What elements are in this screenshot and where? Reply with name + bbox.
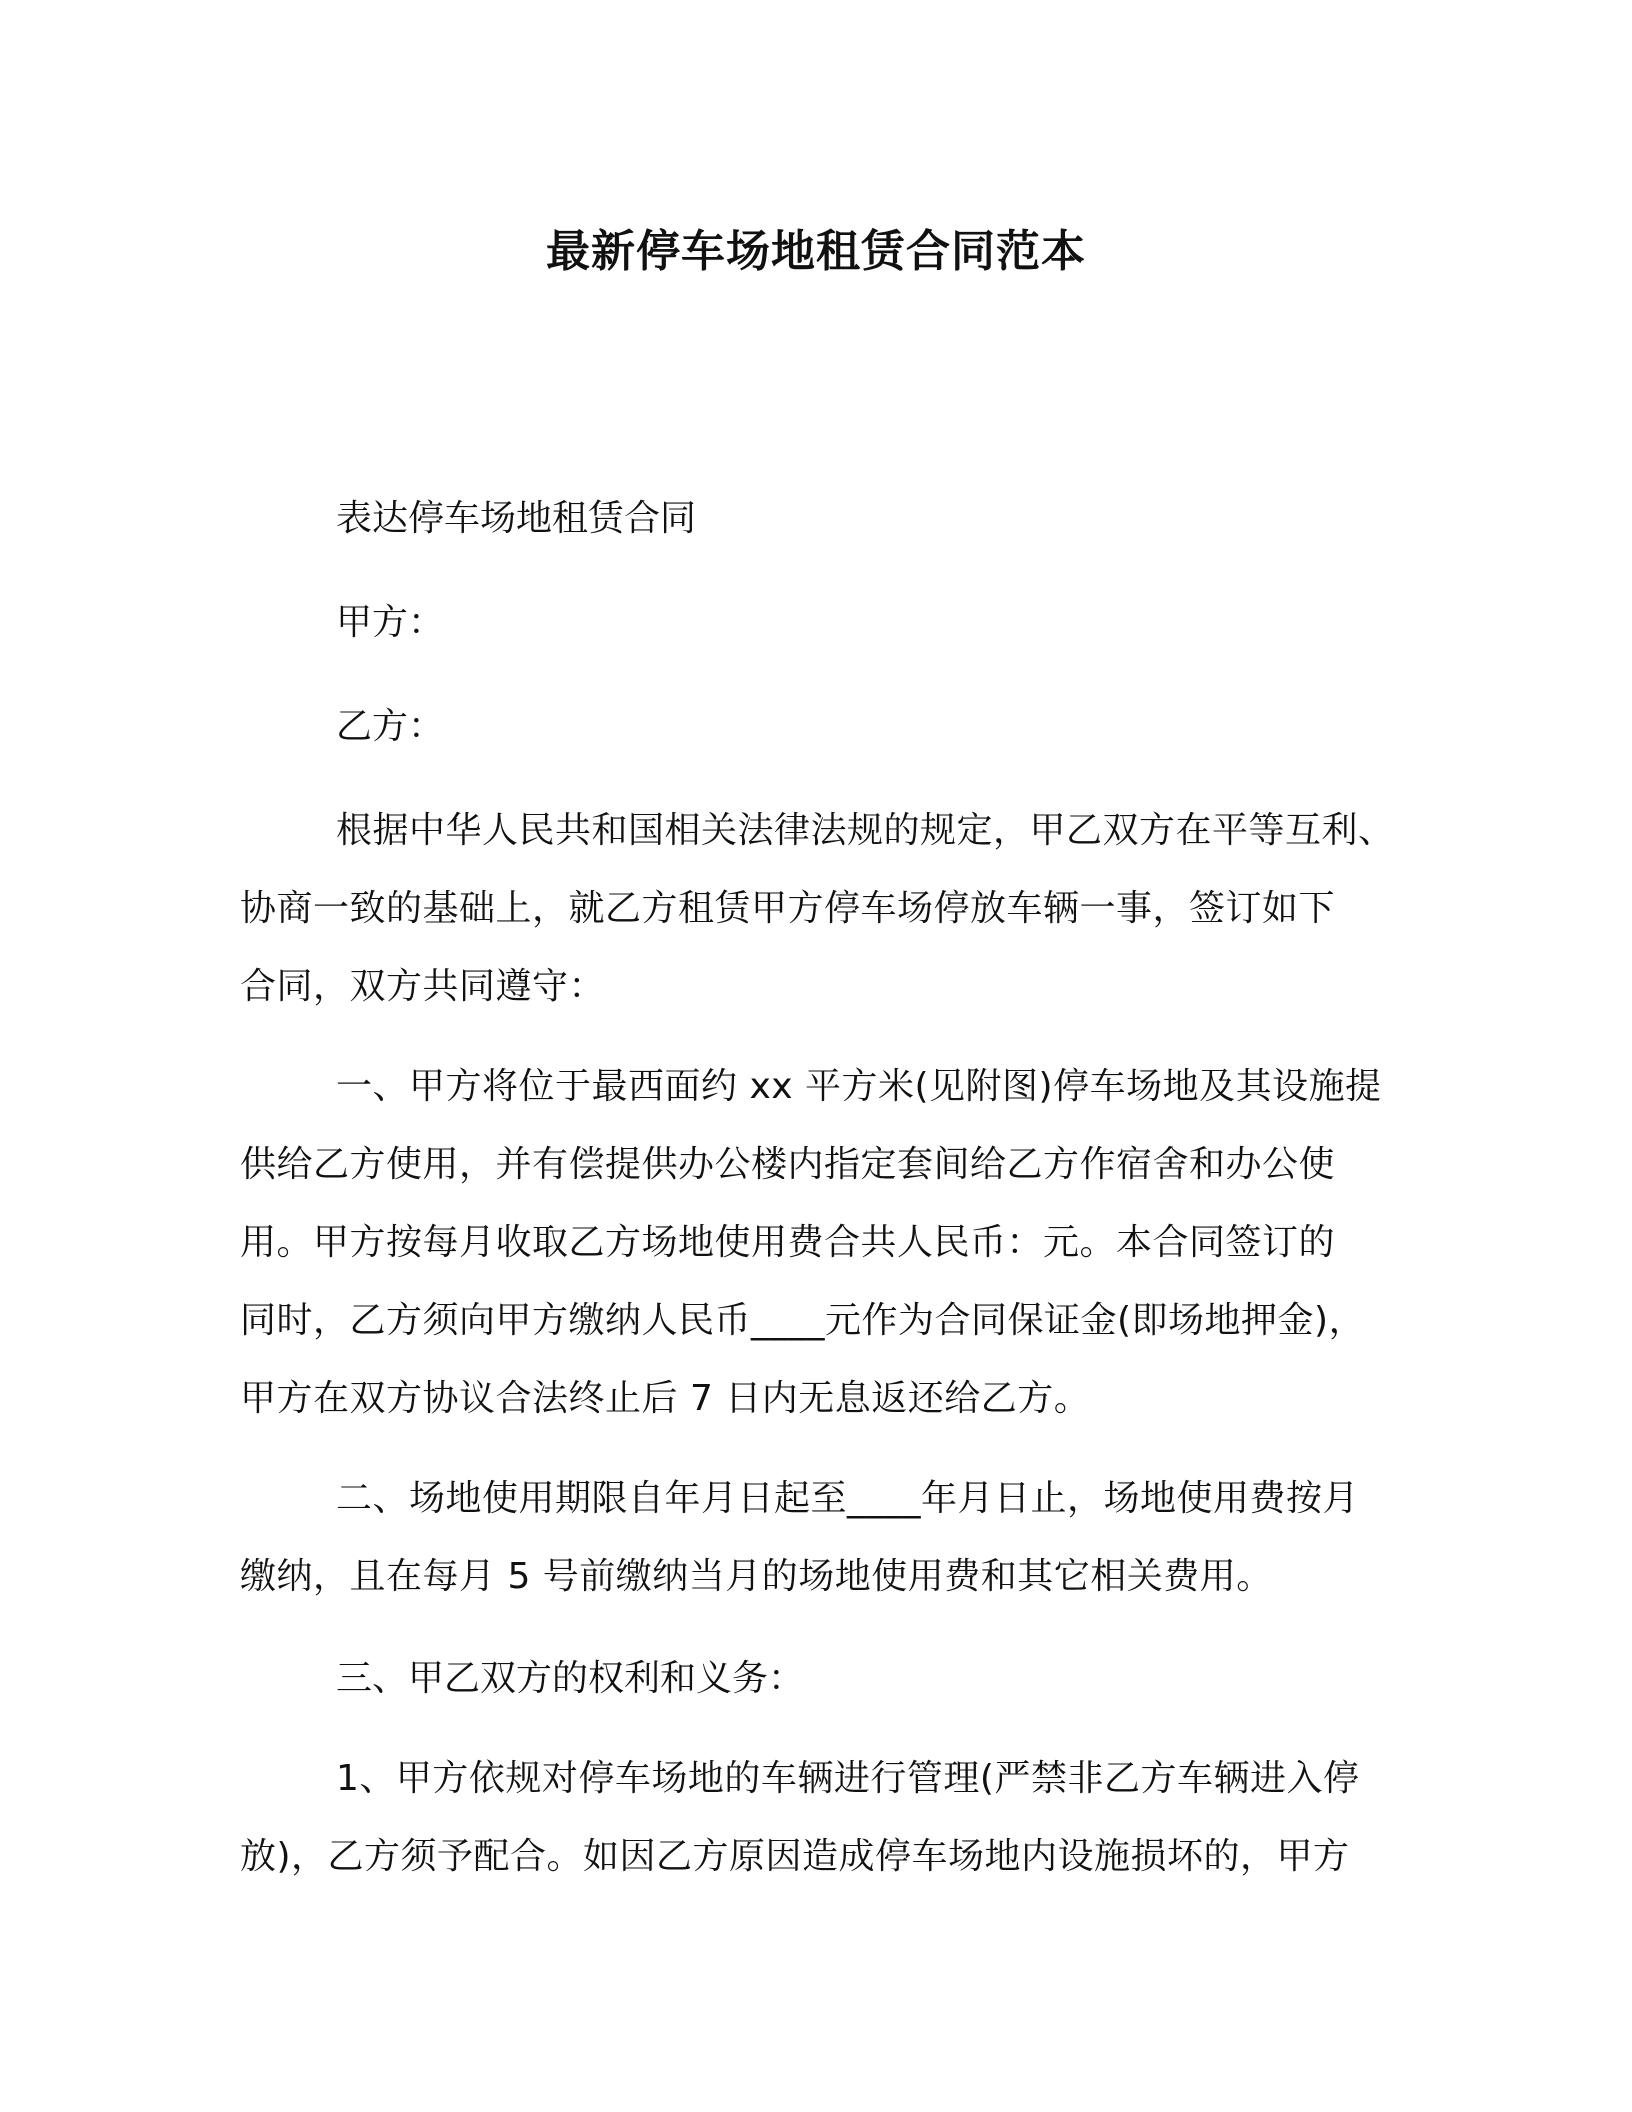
- clause-3-1-line: 放)，乙方须予配合。如因乙方原因造成停车场地内设施损坏的，甲方: [240, 1836, 1350, 1877]
- party-b-label: 乙方：: [336, 706, 445, 747]
- clause-3-heading: 三、甲乙双方的权利和义务：: [336, 1658, 805, 1699]
- clause-1-line: 同时，乙方须向甲方缴纳人民币____元作为合同保证金(即场地押金)，: [240, 1300, 1366, 1341]
- clause-1-line: 一、甲方将位于最西面约 xx 平方米(见附图)停车场地及其设施提: [336, 1066, 1382, 1107]
- document-title: 最新停车场地租赁合同范本: [546, 226, 1086, 277]
- document-subtitle: 表达停车场地租赁合同: [336, 498, 697, 539]
- clause-3-1-line: 1、甲方依规对停车场地的车辆进行管理(严禁非乙方车辆进入停: [336, 1758, 1360, 1799]
- clause-1-line: 供给乙方使用，并有偿提供办公楼内指定套间给乙方作宿舍和办公使: [240, 1144, 1336, 1185]
- clause-3-1-paragraph: [240, 1740, 1390, 1896]
- intro-line: 根据中华人民共和国相关法律法规的规定，甲乙双方在平等互利、: [336, 810, 1395, 851]
- clause-1-line: 甲方在双方协议合法终止后 7 日内无息返还给乙方。: [240, 1378, 1091, 1419]
- clause-2-line: 二、场地使用期限自年月日起至____年月日止，场地使用费按月: [336, 1478, 1360, 1519]
- intro-line: 协商一致的基础上，就乙方租赁甲方停车场停放车辆一事，签订如下: [240, 888, 1336, 929]
- clause-2-line: 缴纳，且在每月 5 号前缴纳当月的场地使用费和其它相关费用。: [240, 1556, 1273, 1597]
- clause-2-paragraph: [240, 1460, 1390, 1616]
- clause-1-paragraph: [240, 1048, 1390, 1438]
- intro-line: 合同，双方共同遵守：: [240, 966, 606, 1007]
- clause-1-line: 用。甲方按每月收取乙方场地使用费合共人民币：元。本合同签订的: [240, 1222, 1336, 1263]
- intro-paragraph: [240, 792, 1395, 1026]
- party-a-label: 甲方：: [336, 602, 445, 643]
